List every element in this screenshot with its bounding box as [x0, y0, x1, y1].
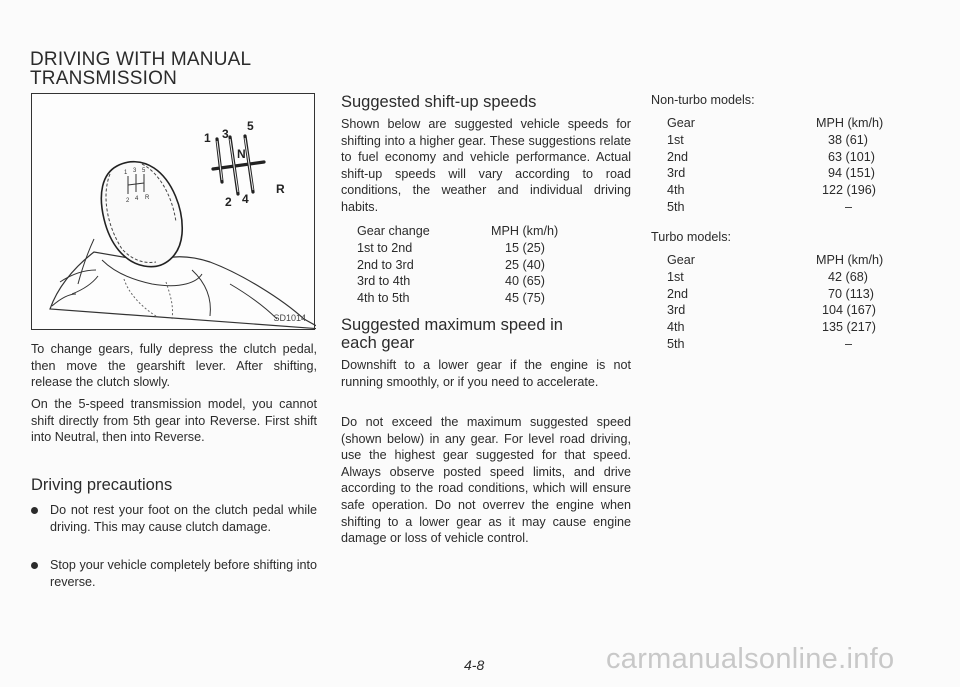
table-cell: 135 (217) [822, 320, 876, 335]
table-cell: 4th to 5th [357, 291, 410, 306]
knob-label-5: 5 [142, 168, 146, 174]
column-header: MPH (km/h) [816, 253, 884, 267]
table-row [667, 336, 927, 353]
column-header: Gear [667, 116, 695, 130]
table-cell: – [845, 336, 853, 351]
precaution-text-1: Do not rest your foot on the clutch pedal while driving. This may cause clutch damage. [50, 503, 317, 534]
shift-up-heading: Suggested shift-up speeds [341, 93, 537, 111]
table-cell: 63 (101) [828, 149, 875, 164]
max-speed-heading [341, 316, 631, 352]
gate-label-1: 1 [204, 131, 211, 145]
table-cell: – [845, 199, 853, 214]
bullet-icon [31, 562, 38, 569]
table-cell: 3rd to 4th [357, 274, 411, 289]
table-cell: 2nd [667, 286, 689, 301]
table-cell: 2nd [667, 149, 689, 164]
shift-up-table [357, 223, 617, 307]
watermark: carmanualsonline.info [606, 643, 895, 675]
max-speed-text-2: Do not exceed the maximum suggested speed (shown below) in any gear. For level road driving, use the highest gear suggested for that speed. Always observe posted speed limits, and drive according to the road conditions, which will ensure safe operation. Do not overrev the engine when shifting to a lower gear as it may cause engine damage or loss of vehicle control. [341, 415, 631, 546]
table-cell: 122 (196) [822, 183, 876, 198]
column-header: MPH (km/h) [816, 116, 884, 130]
title-line-2: TRANSMISSION [30, 68, 178, 89]
page-number: 4-8 [464, 657, 485, 673]
gearshift-figure [31, 93, 315, 330]
table-cell: 2nd to 3rd [357, 257, 414, 272]
table-cell: 1st [667, 269, 684, 284]
non-turbo-label: Non-turbo models: [651, 93, 755, 107]
table-cell: 25 (40) [505, 257, 545, 272]
gate-label-3: 3 [222, 127, 229, 141]
table-row [667, 319, 927, 336]
table-cell: 4th [667, 183, 685, 198]
table-row [357, 257, 617, 274]
column-header: Gear change [357, 224, 430, 238]
precaution-item-2 [31, 557, 317, 593]
table-cell: 3rd [667, 166, 686, 181]
page-title [30, 50, 251, 88]
table-row [357, 273, 617, 290]
table-row [667, 199, 927, 216]
knob-label-r: R [145, 195, 150, 201]
shift-knob [101, 162, 182, 267]
figure-code: SD1014 [273, 313, 306, 323]
table-cell: 5th [667, 199, 685, 214]
gate-label-5: 5 [247, 119, 254, 133]
table-row [357, 290, 617, 307]
table-cell: 40 (65) [505, 274, 545, 289]
max-speed-heading-line-2: each gear [341, 334, 415, 352]
precaution-text-2: Stop your vehicle completely before shifting into reverse. [50, 558, 317, 589]
shift-gate-diagram [213, 136, 264, 194]
table-row [667, 132, 927, 149]
knob-label-2: 2 [126, 198, 130, 204]
precautions-heading: Driving precautions [31, 476, 173, 494]
gate-label-r: R [276, 182, 285, 196]
non-turbo-table [667, 115, 927, 216]
table-cell: 1st [667, 132, 684, 147]
table-row [667, 269, 927, 286]
table-row [667, 286, 927, 303]
max-speed-heading-line-1: Suggested maximum speed in [341, 316, 563, 334]
column-header: MPH (km/h) [491, 224, 559, 238]
table-row [357, 240, 617, 257]
max-speed-paragraph-1 [341, 357, 631, 390]
table-cell: 104 (167) [822, 303, 876, 318]
table-row [667, 302, 927, 319]
table-header [667, 252, 927, 269]
table-cell: 38 (61) [828, 132, 868, 147]
intro-text-2: On the 5-speed transmission model, you cannot shift directly from 5th gear into Reverse. First shift into Neutral, then into Reverse. [31, 397, 317, 445]
intro-paragraph-1 [31, 341, 317, 391]
table-row [667, 165, 927, 182]
table-header [357, 223, 617, 240]
gate-label-n: N [237, 147, 246, 161]
shift-up-paragraph [341, 116, 631, 216]
intro-text-1: To change gears, fully depress the clutch pedal, then move the gearshift lever. After shifting, release the clutch slowly. [31, 342, 317, 390]
turbo-table [667, 252, 927, 353]
gate-label-2: 2 [225, 195, 232, 209]
gearshift-illustration [32, 94, 316, 331]
table-row [667, 182, 927, 199]
table-cell: 94 (151) [828, 166, 875, 181]
bullet-icon [31, 507, 38, 514]
shift-up-text: Shown below are suggested vehicle speeds for shifting into a higher gear. These suggestions relate to fuel economy and vehicle performance. Actual shift-up speeds will vary according to road conditions, the weather and individual driving habits. [341, 117, 631, 214]
table-cell: 15 (25) [505, 240, 545, 255]
precaution-item-1 [31, 502, 317, 554]
knob-label-3: 3 [133, 168, 137, 174]
knob-label-4: 4 [135, 196, 139, 202]
intro-paragraph-2 [31, 396, 317, 446]
max-speed-paragraph-2 [341, 414, 631, 547]
table-cell: 4th [667, 320, 685, 335]
table-header [667, 115, 927, 132]
knob-label-1: 1 [124, 170, 128, 176]
table-cell: 42 (68) [828, 269, 868, 284]
table-row [667, 149, 927, 166]
max-speed-text-1: Downshift to a lower gear if the engine is not running smoothly, or if you need to accelerate. [341, 358, 631, 389]
table-cell: 5th [667, 336, 685, 351]
column-header: Gear [667, 253, 695, 267]
title-line-1: DRIVING WITH MANUAL [30, 49, 252, 70]
table-cell: 1st to 2nd [357, 240, 413, 255]
table-cell: 70 (113) [828, 286, 874, 301]
turbo-label: Turbo models: [651, 230, 732, 244]
gate-label-4: 4 [242, 192, 249, 206]
table-cell: 45 (75) [505, 291, 545, 306]
table-cell: 3rd [667, 303, 686, 318]
